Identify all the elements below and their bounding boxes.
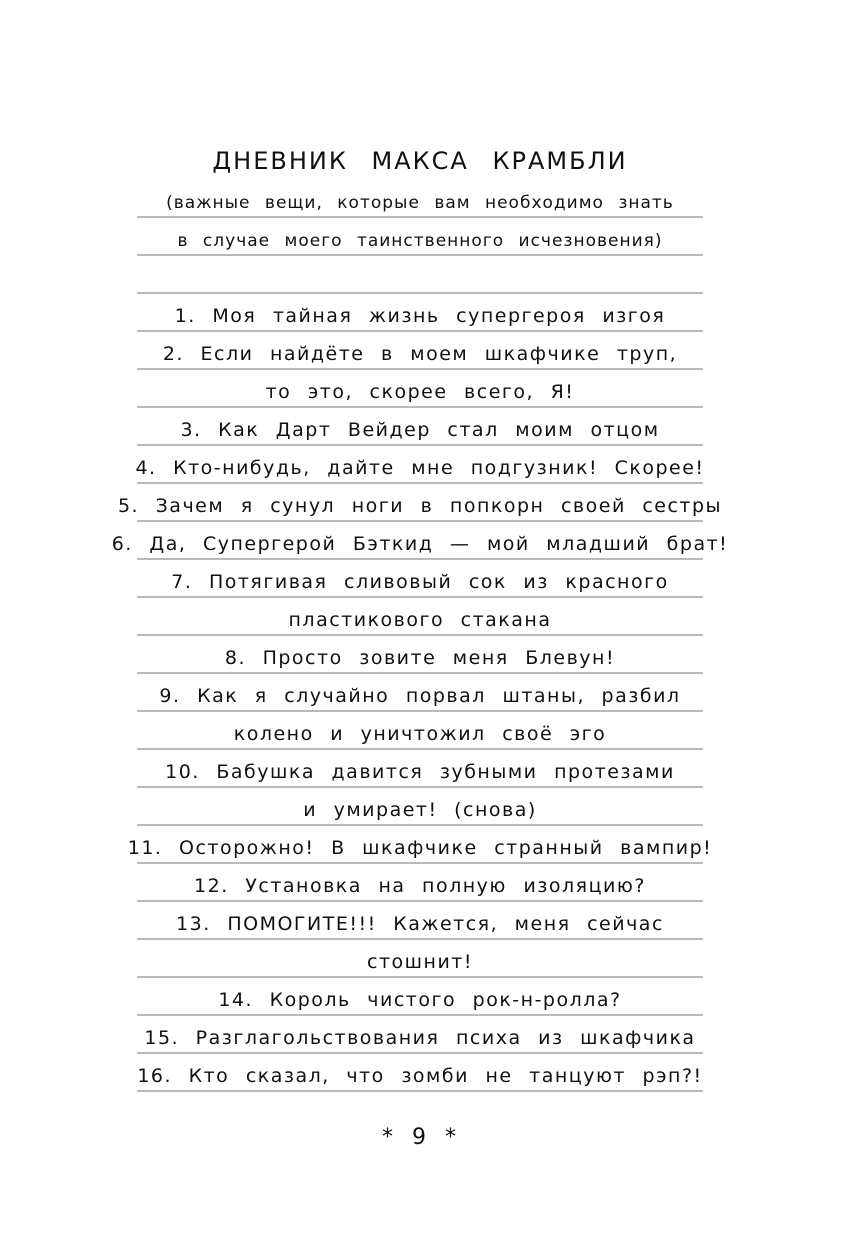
list-item: 4. Кто-нибудь, дайте мне подгузник! Скорее! (137, 446, 703, 484)
list-item: 13. ПОМОГИТЕ!!! Кажется, меня сейчас (137, 902, 703, 940)
list-item: стошнит! (137, 940, 703, 978)
list-item: 12. Установка на полную изоляцию? (137, 864, 703, 902)
list-item: 10. Бабушка давится зубными протезами (137, 750, 703, 788)
list-item: 9. Как я случайно порвал штаны, разбил (137, 674, 703, 712)
list-item: 7. Потягивая сливовый сок из красного (137, 560, 703, 598)
blank-ruled-line (137, 256, 703, 294)
ruled-lines (111, 147, 729, 1092)
list-item: 2. Если найдёте в моем шкафчике труп, (137, 332, 703, 370)
subtitle-line-1: (важные вещи, которые вам необходимо знать (137, 180, 703, 218)
list-item: 15. Разглагольствования психа из шкафчика (137, 1016, 703, 1054)
list-item: 16. Кто сказал, что зомби не танцуют рэп?! (137, 1054, 703, 1092)
list-item: 5. Зачем я сунул ноги в попкорн своей сестры (137, 484, 703, 522)
list-item: и умирает! (снова) (137, 788, 703, 826)
list-item: колено и уничтожил своё эго (137, 712, 703, 750)
list-item: 11. Осторожно! В шкафчике странный вампир! (137, 826, 703, 864)
list-item: 1. Моя тайная жизнь супергероя изгоя (137, 294, 703, 332)
page-number: * 9 * (382, 1125, 462, 1150)
list-item: пластикового стакана (137, 598, 703, 636)
list-item: 14. Король чистого рок-н-ролла? (137, 978, 703, 1016)
list-item: 8. Просто зовите меня Блевун! (137, 636, 703, 674)
list-item: то это, скорее всего, Я! (137, 370, 703, 408)
list-item: 6. Да, Супергерой Бэткид — мой младший брат! (137, 522, 703, 560)
page-title: ДНЕВНИК МАКСА КРАМБЛИ (137, 150, 703, 180)
subtitle-line-2: в случае моего таинственного исчезновения) (137, 218, 703, 256)
list-item: 3. Как Дарт Вейдер стал моим отцом (137, 408, 703, 446)
